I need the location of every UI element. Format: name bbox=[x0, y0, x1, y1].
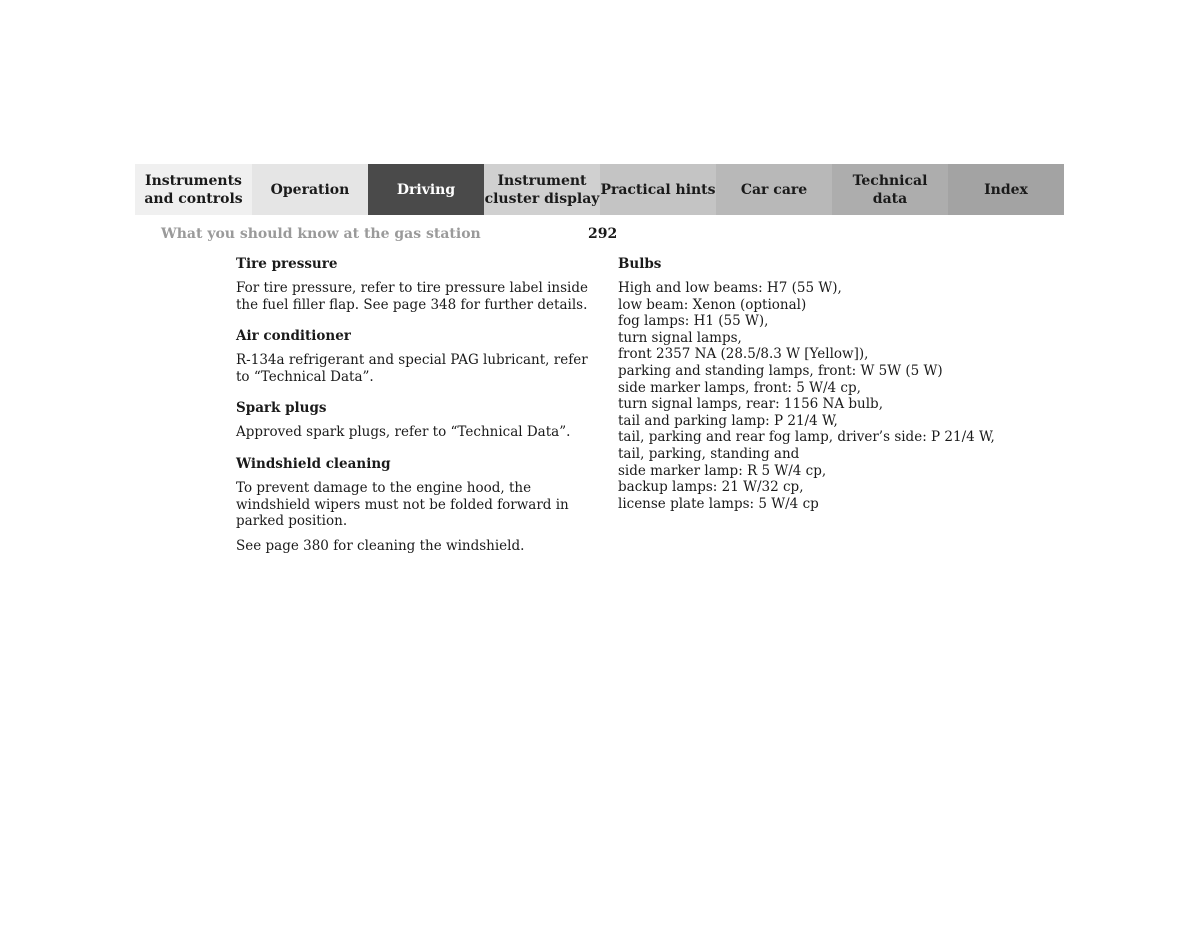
bulb-line: High and low beams: H7 (55 W), bbox=[618, 280, 842, 296]
bulb-line: parking and standing lamps, front: W 5W (5 W) bbox=[618, 362, 943, 379]
air-conditioner-body: R-134a refrigerant and special PAG lubricant, refer to “Technical Data”. bbox=[236, 352, 588, 385]
left-column bbox=[236, 255, 596, 554]
tab-instruments-and-controls[interactable]: Instruments and controls bbox=[135, 164, 252, 215]
spark-plugs-body: Approved spark plugs, refer to “Technical Data”. bbox=[236, 424, 571, 441]
air-conditioner-heading: Air conditioner bbox=[236, 328, 351, 345]
bulb-line: side marker lamp: R 5 W/4 cp, bbox=[618, 462, 827, 479]
bulb-line: backup lamps: 21 W/32 cp, bbox=[618, 479, 804, 496]
bulbs-heading: Bulbs bbox=[618, 256, 662, 272]
bulb-line: turn signal lamps, rear: 1156 NA bulb, bbox=[618, 396, 883, 413]
bulb-line: fog lamps: H1 (55 W), bbox=[618, 313, 769, 330]
tab-car-care[interactable]: Car care bbox=[716, 164, 832, 215]
windshield-cleaning-heading: Windshield cleaning bbox=[236, 455, 391, 472]
section-title: What you should know at the gas station bbox=[161, 226, 481, 242]
windshield-cleaning-reference: See page 380 for cleaning the windshield. bbox=[236, 537, 525, 554]
tab-operation[interactable]: Operation bbox=[252, 164, 368, 215]
tire-pressure-body: For tire pressure, refer to tire pressure label inside the fuel filler flap. See page 348 for further details. bbox=[236, 280, 588, 313]
tab-driving[interactable]: Driving bbox=[368, 164, 484, 215]
spark-plugs-heading: Spark plugs bbox=[236, 400, 327, 417]
tab-index[interactable]: Index bbox=[948, 164, 1064, 215]
bulb-line: front 2357 NA (28.5/8.3 W [Yellow]), bbox=[618, 346, 869, 363]
bulb-line: side marker lamps, front: 5 W/4 cp, bbox=[618, 379, 861, 396]
section-tabs bbox=[135, 164, 1064, 215]
windshield-cleaning-body: To prevent damage to the engine hood, the windshield wipers must not be folded forward in parked position. bbox=[236, 479, 569, 530]
bulb-line: tail, parking and rear fog lamp, driver’s side: P 21/4 W, bbox=[618, 429, 995, 446]
tab-practical-hints[interactable]: Practical hints bbox=[600, 164, 716, 215]
right-column bbox=[618, 255, 998, 512]
tab-instrument-cluster-display[interactable]: Instrument cluster display bbox=[484, 164, 600, 215]
bulb-line: tail and parking lamp: P 21/4 W, bbox=[618, 412, 838, 429]
tire-pressure-heading: Tire pressure bbox=[236, 256, 338, 272]
bulb-line: low beam: Xenon (optional) bbox=[618, 296, 807, 313]
bulb-line: turn signal lamps, bbox=[618, 329, 742, 346]
bulb-line: license plate lamps: 5 W/4 cp bbox=[618, 495, 819, 512]
bulb-line: tail, parking, standing and bbox=[618, 445, 800, 462]
tab-technical-data[interactable]: Technical data bbox=[832, 164, 948, 215]
page-number: 292 bbox=[588, 226, 618, 242]
